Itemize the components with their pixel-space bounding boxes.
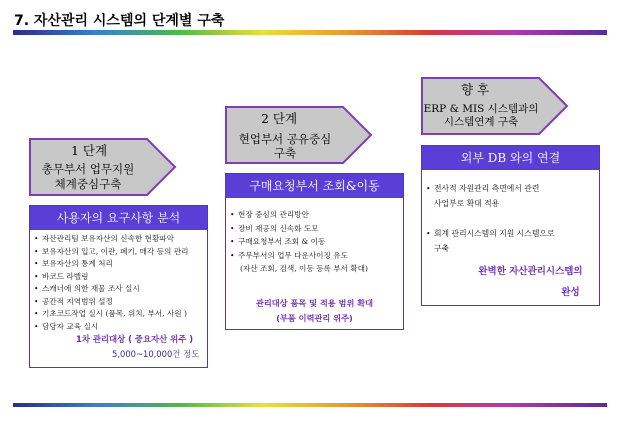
stage-2-item-list (230, 208, 368, 276)
list-item: • 보유자산의 입고, 이관, 폐기, 매각 등의 관리 (34, 246, 188, 259)
stage-1-highlight-1: 1차 관리대상 ( 중요자산 위주 ) (76, 334, 194, 344)
stage-2-highlight-2: (부품 이력관리 위주) (276, 313, 353, 323)
stage-2-arrow-title: 2 단계 (260, 111, 298, 126)
stage-2-highlight-1: 관리대상 품목 및 적용 범위 확대 (255, 298, 374, 308)
stage-1-arrow-title: 1 단계 (70, 143, 108, 158)
stage-2-arrow-subtitle-line2: 구축 (273, 146, 297, 160)
stage-2-arrow-subtitle-line1: 현업부서 공유중심 (238, 132, 332, 146)
page-title: 7. 자산관리 시스템의 단계별 구축 (14, 13, 225, 29)
list-item: 구축 (434, 244, 450, 253)
stage-1-arrow-subtitle-line2: 체계중심구축 (54, 177, 122, 191)
stage-3-panel (421, 145, 600, 306)
list-item: • 회계 관리시스템의 지원 시스템으로 (426, 226, 554, 241)
list-item: • 보유자산의 통계 처리 (34, 258, 188, 271)
stage-1-arrow-subtitle-line1: 총무부서 업무지원 (41, 162, 135, 176)
stage-3-highlight-2: 완성 (561, 287, 580, 298)
stage-3-highlight-1: 완벽한 자산관리시스템의 (478, 266, 583, 277)
list-item: • 바코드 라벨링 (34, 271, 188, 284)
stage-1-panel-header: 사용자의 요구사항 분석 (30, 206, 207, 230)
list-item: • 기초코드작업 실시 (품목, 위치, 부서, 사원 ) (34, 308, 188, 321)
list-item: • 담당자 교육 실시 (34, 321, 188, 334)
list-item: 사업부로 확대 적용 (434, 199, 500, 208)
list-item: • 구매요청부서 조회 & 이동 (230, 235, 368, 249)
list-item: • 자산관리팀 보유자산의 신속한 현황파악 (34, 233, 188, 246)
list-item: • 주무부서의 업무 다운사이징 유도 (230, 249, 368, 263)
stage-2-panel (225, 173, 404, 330)
stage-1-panel (29, 205, 208, 368)
list-item-spacer (426, 211, 554, 226)
stage-3-arrow-subtitle-line2: 시스템연계 구축 (443, 116, 519, 128)
list-item: • 전사적 자원관리 측면에서 관련 (426, 181, 554, 196)
stage-3-arrow-subtitle-line1: ERP & MIS 시스템과의 (423, 103, 539, 115)
stage-3-item-list (426, 181, 554, 256)
list-item: • 공간적 지역범위 설정 (34, 296, 188, 309)
list-item: • 현장 중심의 관리방안 (230, 208, 368, 222)
stage-1-highlight-2: 5,000~10,000건 정도 (112, 349, 200, 359)
stage-2-panel-header: 구매요청부서 조회&이동 (226, 174, 403, 198)
stage-3-arrow-title: 향 후 (460, 82, 490, 97)
list-item: • 스캐너에 의한 재물 조사 실시 (34, 283, 188, 296)
stage-1-item-list (34, 233, 188, 333)
list-item: • 장비 재공의 신속화 도모 (230, 222, 368, 236)
stage-3-panel-header: 외부 DB 와의 연결 (422, 146, 599, 170)
list-item: (자산 조회, 검색, 이동 등록 부서 확대) (240, 264, 368, 273)
title-divider (13, 30, 607, 35)
footer-divider (13, 403, 607, 407)
